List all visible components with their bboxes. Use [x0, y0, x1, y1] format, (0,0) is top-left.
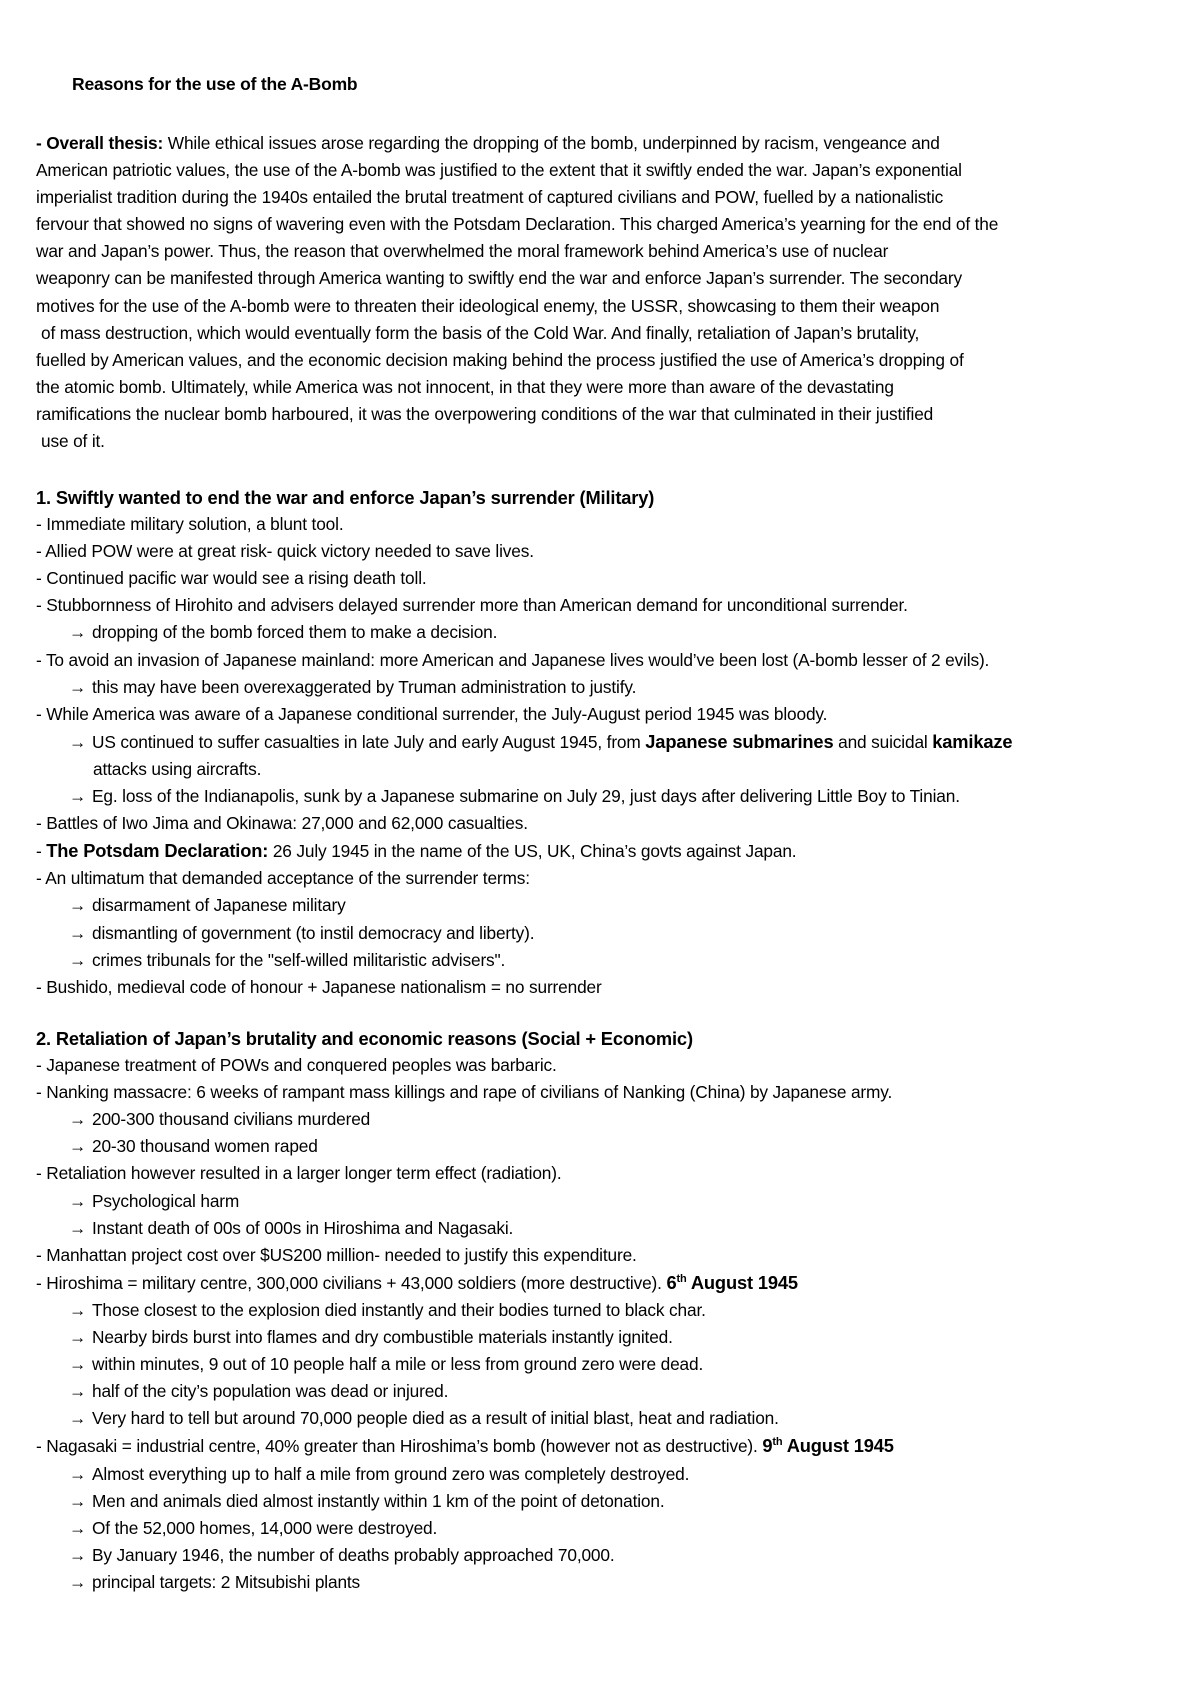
- sub-item: → Men and animals died almost instantly within 1 km of the point of detonation.: [36, 1488, 1196, 1515]
- list-item: - Nanking massacre: 6 weeks of rampant mass killings and rape of civilians of Nanking (China) by Japanese army.: [36, 1082, 893, 1103]
- bold-term: The Potsdam Declaration:: [46, 840, 269, 862]
- arrow-icon: →: [69, 1408, 87, 1429]
- sub-item: → dropping of the bomb forced them to make a decision.: [36, 619, 1196, 646]
- arrow-icon: →: [69, 922, 87, 943]
- sub-item: → dismantling of government (to instil democracy and liberty).: [36, 920, 1196, 947]
- arrow-icon: →: [69, 731, 87, 752]
- bold-term: kamikaze: [932, 730, 1013, 752]
- thesis-line: ramifications the nuclear bomb harboured, it was the overpowering conditions of the war that culminated in their justified: [36, 403, 934, 424]
- sub-item: → crimes tribunals for the "self-willed militaristic advisers".: [36, 947, 1196, 974]
- list-item: - To avoid an invasion of Japanese mainland: more American and Japanese lives would’ve been lost (A-bomb lesser of 2 evils).: [36, 649, 990, 670]
- sub-item: → Psychological harm: [36, 1188, 1196, 1215]
- thesis-line: American patriotic values, the use of the A-bomb was justified to the extent that it swiftly ended the war. Japan’s exponential: [36, 160, 962, 181]
- thesis-line: weaponry can be manifested through America wanting to swiftly end the war and enforce Japan’s surrender. The secondary: [36, 268, 962, 289]
- thesis-line: of mass destruction, which would eventually form the basis of the Cold War. And finally, retaliation of Japan’s brutality,: [41, 322, 920, 343]
- list-item: - Allied POW were at great risk- quick victory needed to save lives.: [36, 541, 534, 562]
- arrow-icon: →: [69, 1354, 87, 1375]
- sub-item: → this may have been overexaggerated by Truman administration to justify.: [36, 674, 1196, 701]
- list-item: - Immediate military solution, a blunt tool.: [36, 514, 344, 535]
- thesis-paragraph: [36, 130, 1196, 455]
- thesis-line: motives for the use of the A-bomb were to threaten their ideological enemy, the USSR, showcasing to them their weapon: [36, 295, 940, 316]
- date-label: 9th August 1945: [762, 1435, 894, 1457]
- thesis-line: fuelled by American values, and the economic decision making behind the process justified the use of America’s dropping of: [36, 349, 964, 370]
- list-item: - While America was aware of a Japanese conditional surrender, the July-August period 1945 was bloody.: [36, 703, 828, 724]
- arrow-icon: →: [69, 1463, 87, 1484]
- document-title: Reasons for the use of the A-Bomb: [72, 74, 358, 94]
- arrow-icon: →: [69, 1327, 87, 1348]
- list-item: - Retaliation however resulted in a larger longer term effect (radiation).: [36, 1163, 562, 1184]
- arrow-icon: →: [69, 1381, 87, 1402]
- thesis-line: the atomic bomb. Ultimately, while America was not innocent, in that they were more than aware of the devastating: [36, 376, 894, 397]
- date-label: 6th August 1945: [666, 1271, 798, 1293]
- arrow-icon: →: [69, 1190, 87, 1211]
- thesis-line: use of it.: [41, 431, 105, 452]
- sub-item: → Very hard to tell but around 70,000 people died as a result of initial blast, heat and radiation.: [36, 1405, 1196, 1432]
- thesis-line: imperialist tradition during the 1940s entailed the brutal treatment of captured civilians and POW, fuelled by a nationalistic: [36, 187, 944, 208]
- section-military: [36, 484, 1196, 1001]
- sub-item: → US continued to suffer casualties in late July and early August 1945, from Japanese submarines and suicidal kamikaze: [36, 728, 1196, 756]
- section-heading: 2. Retaliation of Japan’s brutality and economic reasons (Social + Economic): [36, 1028, 693, 1049]
- arrow-icon: →: [69, 949, 87, 970]
- sub-item: → Those closest to the explosion died instantly and their bodies turned to black char.: [36, 1297, 1196, 1324]
- arrow-icon: →: [69, 1136, 87, 1157]
- sub-item: → Of the 52,000 homes, 14,000 were destroyed.: [36, 1515, 1196, 1542]
- arrow-icon: →: [69, 676, 87, 697]
- arrow-icon: →: [69, 1490, 87, 1511]
- bold-term: Japanese submarines: [645, 730, 834, 752]
- arrow-icon: →: [69, 1544, 87, 1565]
- arrow-icon: →: [69, 1217, 87, 1238]
- arrow-icon: →: [69, 1109, 87, 1130]
- arrow-icon: →: [69, 1571, 87, 1592]
- list-item: - Japanese treatment of POWs and conquered peoples was barbaric.: [36, 1055, 557, 1076]
- thesis-line: war and Japan’s power. Thus, the reason that overwhelmed the moral framework behind America’s use of nuclear: [36, 241, 889, 262]
- sub-item: → Almost everything up to half a mile from ground zero was completely destroyed.: [36, 1461, 1196, 1488]
- arrow-icon: →: [69, 1517, 87, 1538]
- sub-item-continued: attacks using aircrafts.: [93, 758, 262, 779]
- list-item: - Continued pacific war would see a rising death toll.: [36, 568, 427, 589]
- thesis-label: - Overall thesis:: [36, 133, 164, 153]
- sub-item: → disarmament of Japanese military: [36, 892, 1196, 919]
- sub-item: → Nearby birds burst into flames and dry combustible materials instantly ignited.: [36, 1324, 1196, 1351]
- section-heading: 1. Swiftly wanted to end the war and enforce Japan’s surrender (Military): [36, 487, 655, 508]
- arrow-icon: →: [69, 1299, 87, 1320]
- sub-item: → 200-300 thousand civilians murdered: [36, 1106, 1196, 1133]
- list-item: - Nagasaki = industrial centre, 40% greater than Hiroshima’s bomb (however not as destructive). 9th August 1945: [36, 1435, 894, 1457]
- list-item: - Manhattan project cost over $US200 million- needed to justify this expenditure.: [36, 1244, 637, 1265]
- sub-item: → within minutes, 9 out of 10 people half a mile or less from ground zero were dead.: [36, 1351, 1196, 1378]
- list-item: - Bushido, medieval code of honour + Japanese nationalism = no surrender: [36, 976, 602, 997]
- section-social-economic: [36, 1025, 1196, 1596]
- thesis-line: While ethical issues arose regarding the dropping of the bomb, underpinned by racism, vengeance and: [167, 133, 940, 153]
- arrow-icon: →: [69, 895, 87, 916]
- list-item: - An ultimatum that demanded acceptance of the surrender terms:: [36, 868, 530, 889]
- arrow-icon: →: [69, 786, 87, 807]
- list-item: - The Potsdam Declaration: 26 July 1945 in the name of the US, UK, China’s govts against Japan.: [36, 840, 797, 862]
- sub-item: → 20-30 thousand women raped: [36, 1133, 1196, 1160]
- sub-item: → Instant death of 00s of 000s in Hiroshima and Nagasaki.: [36, 1215, 1196, 1242]
- sub-item: → By January 1946, the number of deaths probably approached 70,000.: [36, 1542, 1196, 1569]
- sub-item: → Eg. loss of the Indianapolis, sunk by a Japanese submarine on July 29, just days after delivering Little Boy to Tinian.: [36, 783, 1196, 810]
- list-item: - Stubbornness of Hirohito and advisers delayed surrender more than American demand for unconditional surrender.: [36, 595, 908, 616]
- thesis-line: fervour that showed no signs of wavering even with the Potsdam Declaration. This charged America’s yearning for the end of the: [36, 214, 999, 235]
- sub-item: → principal targets: 2 Mitsubishi plants: [36, 1569, 1196, 1596]
- list-item: - Battles of Iwo Jima and Okinawa: 27,000 and 62,000 casualties.: [36, 813, 528, 834]
- arrow-icon: →: [69, 622, 87, 643]
- list-item: - Hiroshima = military centre, 300,000 civilians + 43,000 soldiers (more destructive). 6th August 1945: [36, 1271, 798, 1293]
- sub-item: → half of the city’s population was dead or injured.: [36, 1378, 1196, 1405]
